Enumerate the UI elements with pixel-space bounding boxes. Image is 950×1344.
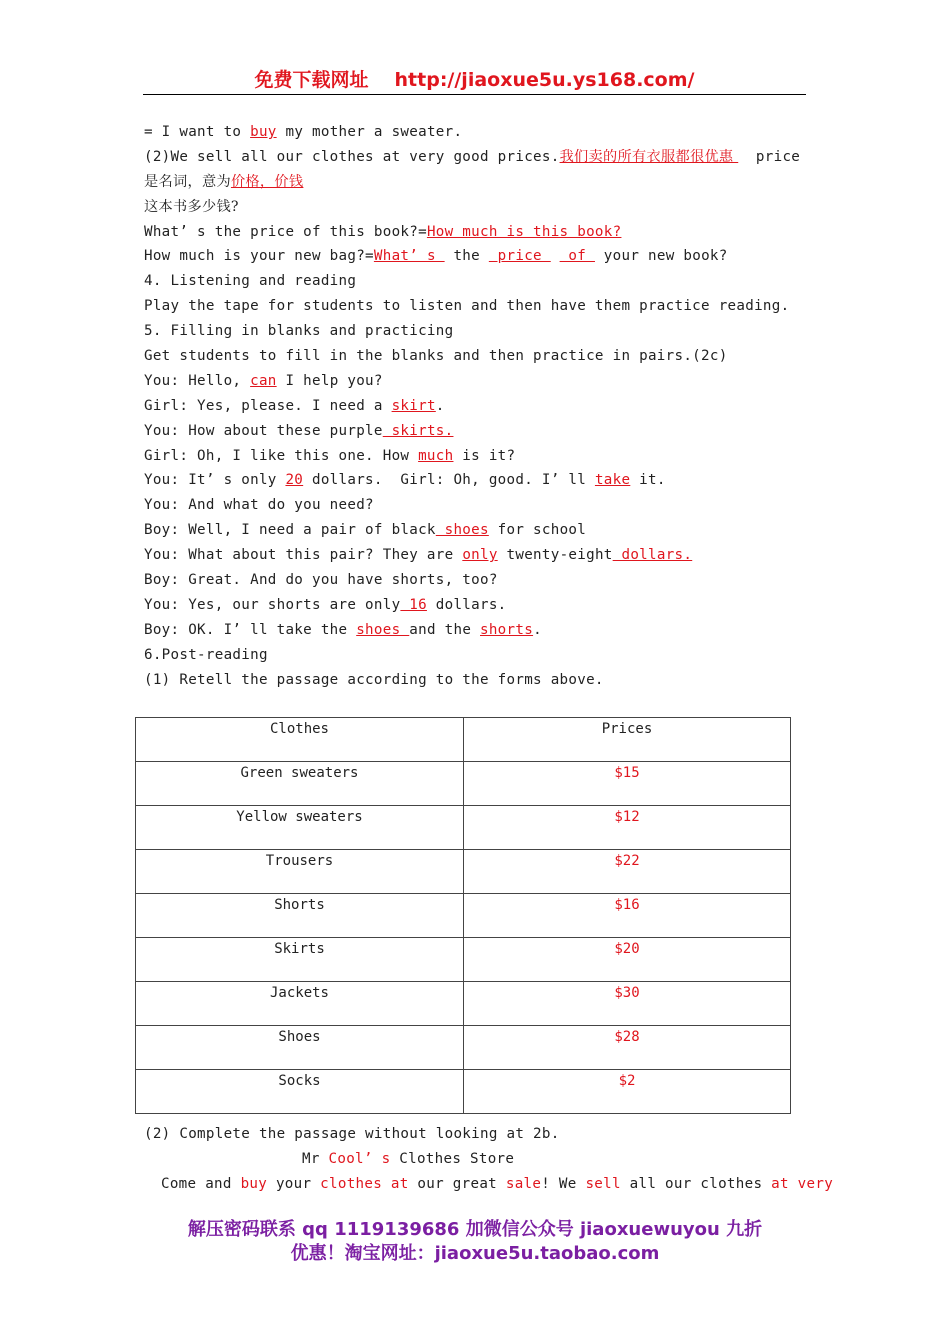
table-row bbox=[136, 850, 791, 894]
store-title: Mr Cool’ s Clothes Store bbox=[302, 1150, 515, 1167]
section-heading: 6.Post-reading bbox=[144, 646, 268, 663]
clothes-price-table bbox=[135, 717, 791, 1114]
item-cell: Yellow sweaters bbox=[136, 806, 464, 850]
table-row bbox=[136, 1026, 791, 1070]
dialogue-line: Boy: OK. I’ ll take the shoes and the shorts. bbox=[144, 621, 542, 638]
dialogue-line: Boy: Well, I need a pair of black shoes for school bbox=[144, 522, 587, 539]
dialogue-line: You: What about this pair? They are only twenty-eight dollars. bbox=[144, 547, 693, 564]
table-row bbox=[136, 938, 791, 982]
dialogue-line: Girl: Yes, please. I need a skirt. bbox=[144, 397, 445, 414]
item-cell: Shorts bbox=[136, 894, 464, 938]
text-line: Play the tape for students to listen and then have them practice reading. bbox=[144, 298, 790, 315]
text-line: What’ s the price of this book?=How much is this book? bbox=[144, 223, 622, 240]
dialogue-line: Boy: Great. And do you have shorts, too? bbox=[144, 572, 498, 589]
table-row bbox=[136, 762, 791, 806]
post-table-text bbox=[144, 1122, 834, 1197]
dialogue-line: You: It’ s only 20 dollars. Girl: Oh, good. I’ ll take it. bbox=[144, 472, 666, 489]
footer-line: 优惠！淘宝网址：jiaoxue5u.taobao.com bbox=[290, 1243, 660, 1264]
item-cell: Jackets bbox=[136, 982, 464, 1026]
table-row bbox=[136, 1070, 791, 1114]
page-header bbox=[143, 66, 806, 95]
price-cell: $30 bbox=[464, 982, 791, 1026]
price-cell: $12 bbox=[464, 806, 791, 850]
text-line: Come and buy your clothes at our great sale! We sell all our clothes at very bbox=[161, 1175, 834, 1192]
dialogue-line: You: Yes, our shorts are only 16 dollars. bbox=[144, 596, 507, 613]
price-cell: $16 bbox=[464, 894, 791, 938]
table-row bbox=[136, 806, 791, 850]
table-header-row bbox=[136, 718, 791, 762]
dialogue-line: You: Hello, can I help you? bbox=[144, 372, 383, 389]
price-cell: $28 bbox=[464, 1026, 791, 1070]
item-cell: Shoes bbox=[136, 1026, 464, 1070]
text-line: Get students to fill in the blanks and then practice in pairs.(2c) bbox=[144, 348, 728, 365]
text-line: (2)We sell all our clothes at very good prices.我们卖的所有衣服都很优惠 price bbox=[144, 148, 801, 165]
table-row bbox=[136, 982, 791, 1026]
item-cell: Green sweaters bbox=[136, 762, 464, 806]
price-cell: $22 bbox=[464, 850, 791, 894]
header-url[interactable]: http://jiaoxue5u.ys168.com/ bbox=[394, 69, 695, 91]
text-line: 这本书多少钱? bbox=[144, 198, 239, 215]
footer-line: 解压密码联系 qq 1119139686 加微信公众号 jiaoxuewuyou 九折 bbox=[187, 1219, 763, 1240]
item-cell: Skirts bbox=[136, 938, 464, 982]
item-cell: Trousers bbox=[136, 850, 464, 894]
page-footer bbox=[140, 1218, 810, 1266]
price-cell: $15 bbox=[464, 762, 791, 806]
text-line: How much is your new bag?=What’ s the price of your new book? bbox=[144, 248, 728, 265]
price-cell: $2 bbox=[464, 1070, 791, 1114]
header-label: 免费下载网址 bbox=[254, 69, 369, 91]
section-heading: 5. Filling in blanks and practicing bbox=[144, 323, 454, 340]
section-heading: 4. Listening and reading bbox=[144, 273, 357, 290]
dialogue-line: You: And what do you need? bbox=[144, 497, 374, 514]
dialogue-line: Girl: Oh, I like this one. How much is it? bbox=[144, 447, 516, 464]
price-cell: $20 bbox=[464, 938, 791, 982]
text-line: = I want to buy my mother a sweater. bbox=[144, 124, 463, 140]
table-header-cell: Prices bbox=[464, 718, 791, 762]
table-row bbox=[136, 894, 791, 938]
text-line: (1) Retell the passage according to the forms above. bbox=[144, 671, 604, 688]
lesson-body bbox=[144, 120, 814, 692]
table-header-cell: Clothes bbox=[136, 718, 464, 762]
text-line: (2) Complete the passage without looking at 2b. bbox=[144, 1126, 560, 1142]
item-cell: Socks bbox=[136, 1070, 464, 1114]
text-line: 是名词，意为价格，价钱 bbox=[144, 173, 304, 190]
dialogue-line: You: How about these purple skirts. bbox=[144, 422, 454, 439]
